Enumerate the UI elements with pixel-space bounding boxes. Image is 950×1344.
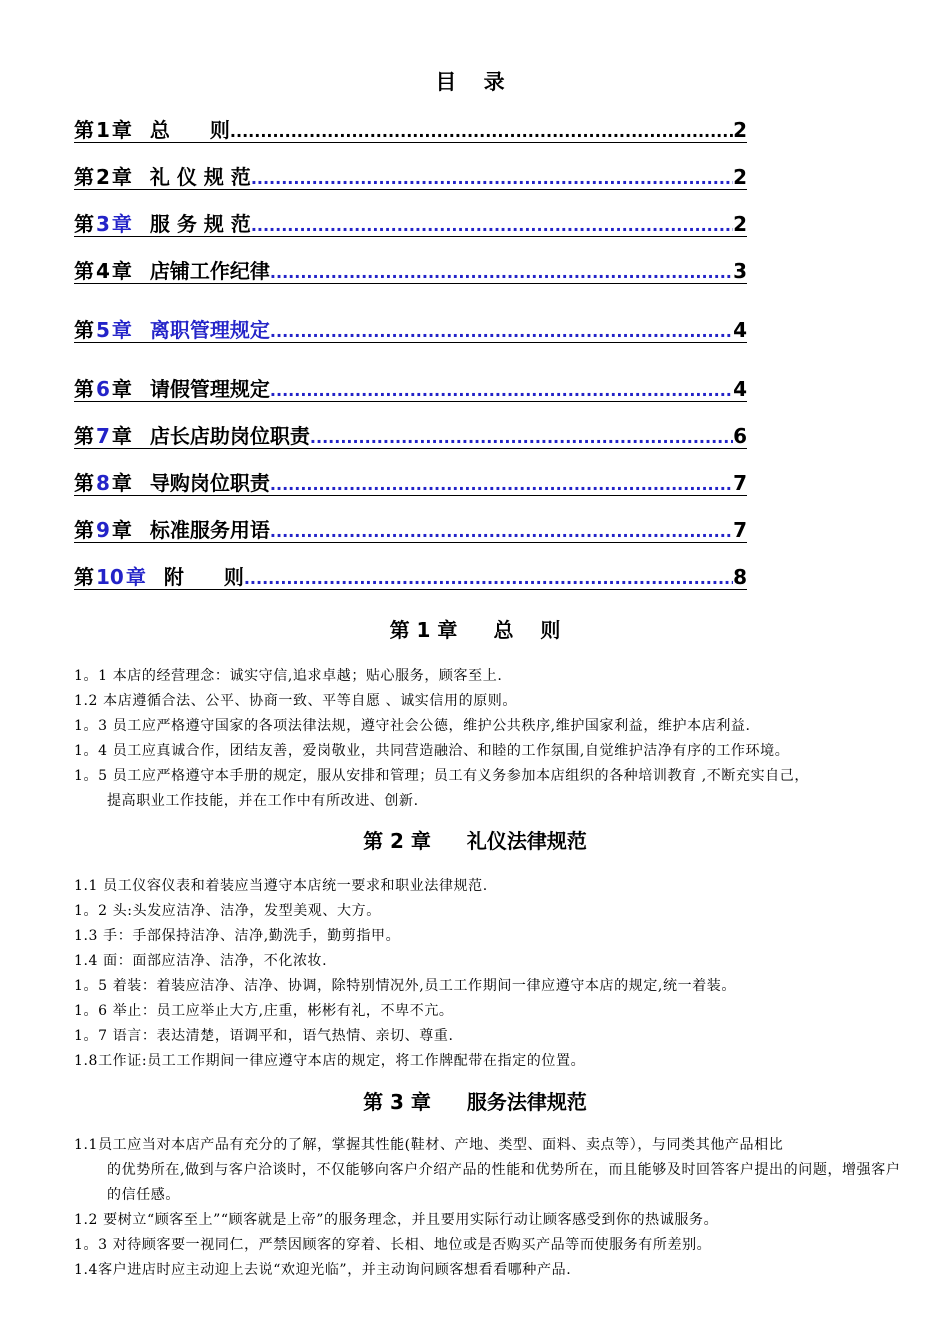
toc-entry-prefix: 第 [74,471,94,495]
chapter-title: 礼仪法律规范 [466,829,587,853]
item-number: 1。4 [74,743,108,759]
toc-entry-page: 2 [733,212,747,236]
item-number: 1。5 [74,768,108,784]
list-item [74,874,924,899]
list-item [74,1233,924,1258]
item-number: 1。3 [74,718,108,734]
item-number: 1。2 [74,903,108,919]
toc-entry-number: 8 [96,471,110,495]
item-text: 头:头发应洁净、洁净，发型美观、大方。 [112,903,381,919]
toc-entry-label: 礼 仪 规 范 [149,165,251,189]
toc-leader-dots [270,322,733,342]
item-text: 员工应严格遵守国家的各项法律法规，遵守社会公德，维护公共秩序,维护国家利益，维护本店利益. [112,718,751,734]
toc-entry-prefix: 第 [74,518,94,542]
list-item [74,899,924,924]
toc-entry-prefix: 第 [74,318,94,342]
toc-entry-label: 附 则 [163,565,244,589]
chapter-title: 服务法律规范 [466,1090,587,1114]
list-item [74,1258,924,1283]
toc-entry-page: 8 [733,565,747,589]
toc-entry[interactable] [74,424,747,449]
item-number: 1。5 [74,978,108,994]
toc-entry-page: 7 [733,518,747,542]
item-text: 员工应严格遵守本手册的规定，服从安排和管理；员工有义务参加本店组织的各种培训教育 ,不断充实自己， [112,768,809,784]
toc-entry[interactable] [74,318,747,343]
toc-entry-number: 1 [96,118,110,142]
toc-entry-number: 4 [96,259,110,283]
toc-entry-label: 导购岗位职责 [149,471,270,495]
chapter-title: 总 则 [493,618,561,642]
toc-entry-suffix: 章 [111,471,132,495]
chapter-number: 第 3 章 [363,1090,431,1114]
toc-entry[interactable] [74,471,747,496]
toc-entry-label: 服 务 规 范 [149,212,251,236]
toc-entry[interactable] [74,259,747,284]
toc-entry-page: 4 [733,318,747,342]
toc-entry-page: 6 [733,424,747,448]
item-text: 要树立“顾客至上”“顾客就是上帝”的服务理念，并且要用实际行动让顾客感受到你的热诚服务。 [103,1212,719,1228]
chapter-heading [0,614,950,643]
toc-entry[interactable] [74,118,747,143]
item-number: 1。7 [74,1028,108,1044]
toc-entry-page: 2 [733,118,747,142]
toc-entry-number: 10 [96,565,124,589]
list-item [74,999,924,1024]
toc-entry-number: 5 [96,318,110,342]
toc-entry-suffix: 章 [111,518,132,542]
toc-leader-dots [270,381,733,401]
chapter-heading [0,825,950,854]
list-item [74,739,924,764]
toc-entry-label: 总 则 [149,118,230,142]
list-item [74,949,924,974]
toc-entry-page: 3 [733,259,747,283]
list-item [74,714,924,739]
toc-leader-dots [251,216,733,236]
toc-entry[interactable] [74,212,747,237]
item-number: 1。1 [74,668,108,684]
toc-entry-number: 7 [96,424,110,448]
toc-entry-prefix: 第 [74,565,94,589]
toc-entry-number: 2 [96,165,110,189]
toc-entry-prefix: 第 [74,165,94,189]
toc-entry-prefix: 第 [74,118,94,142]
toc-leader-dots [244,569,733,589]
toc-leader-dots [270,522,733,542]
item-number: 1.2 [74,1212,99,1228]
item-text: 本店的经营理念：诚实守信,追求卓越；贴心服务，顾客至上. [112,668,503,684]
toc-entry-label: 标准服务用语 [149,518,270,542]
item-text: 员工应当对本店产品有充分的了解，掌握其性能(鞋材、产地、类型、面料、卖点等），与同类其他产品相比 [98,1137,784,1153]
toc-entry-suffix: 章 [111,318,132,342]
list-item [74,924,924,949]
toc-entry-suffix: 章 [125,565,146,589]
list-item [74,974,924,999]
toc-entry-label: 店铺工作纪律 [149,259,270,283]
item-number: 1.1 [74,878,99,894]
item-continuation: 提高职业工作技能，并在工作中有所改进、创新. [107,793,419,809]
toc-entry-suffix: 章 [111,424,132,448]
item-text: 员工应真诚合作，团结友善，爱岗敬业，共同营造融洽、和睦的工作氛围,自觉维护洁净有序的工作环境。 [112,743,790,759]
list-item [74,1208,924,1233]
item-text: 举止：员工应举止大方,庄重，彬彬有礼，不卑不亢。 [112,1003,454,1019]
toc-entry-label: 店长店助岗位职责 [149,424,310,448]
toc-entry-suffix: 章 [111,212,132,236]
toc-entry[interactable] [74,518,747,543]
toc-entry[interactable] [74,565,747,590]
list-item [74,664,924,689]
item-continuation: 的优势所在,做到与客户洽谈时，不仅能够向客户介绍产品的性能和优势所在，而且能够及时回答客户提出的问题，增强客户的信任感。 [107,1162,901,1203]
toc-leader-dots [251,169,733,189]
item-number: 1。3 [74,1237,108,1253]
item-text: 客户进店时应主动迎上去说“欢迎光临”，并主动询问顾客想看看哪种产品. [98,1262,572,1278]
item-number: 1.4 [74,1262,99,1278]
toc-entry-prefix: 第 [74,259,94,283]
item-text: 语言：表达清楚，语调平和，语气热情、亲切、尊重. [112,1028,454,1044]
toc-title: 目 录 [435,70,515,94]
list-item [74,689,924,714]
item-number: 1.8 [74,1053,99,1069]
toc-entry-number: 9 [96,518,110,542]
item-text: 着装：着装应洁净、洁净、协调，除特别情况外,员工工作期间一律应遵守本店的规定,统一着装。 [112,978,736,994]
item-text: 面：面部应洁净、洁净，不化浓妆. [103,953,328,969]
toc-entry-prefix: 第 [74,377,94,401]
toc-entry-suffix: 章 [111,165,132,189]
list-item [74,1024,924,1049]
list-item [74,1133,924,1208]
toc-leader-dots [230,122,733,142]
toc-entry-number: 3 [96,212,110,236]
item-number: 1。6 [74,1003,108,1019]
chapter-number: 第 1 章 [389,618,458,642]
item-number: 1.4 [74,953,99,969]
toc-leader-dots [270,263,733,283]
chapter-heading [0,1086,950,1115]
toc-entry-label: 请假管理规定 [149,377,270,401]
toc-entry-prefix: 第 [74,424,94,448]
item-text: 手：手部保持洁净、洁净,勤洗手，勤剪指甲。 [103,928,401,944]
toc-entry-suffix: 章 [111,259,132,283]
item-text: 工作证:员工工作期间一律应遵守本店的规定，将工作牌配带在指定的位置。 [98,1053,586,1069]
item-number: 1.2 [74,693,99,709]
item-text: 员工仪容仪表和着装应当遵守本店统一要求和职业法律规范. [103,878,488,894]
item-text: 本店遵循合法、公平、协商一致、平等自愿 、诚实信用的原则。 [103,693,517,709]
toc-entry-page: 7 [733,471,747,495]
toc-entry[interactable] [74,377,747,402]
toc-entry-page: 2 [733,165,747,189]
list-item [74,1049,924,1074]
list-item [74,764,924,814]
toc-entry-number: 6 [96,377,110,401]
item-number: 1.3 [74,928,99,944]
chapter-number: 第 2 章 [363,829,431,853]
item-text: 对待顾客要一视同仁，严禁因顾客的穿着、长相、地位或是否购买产品等而使服务有所差别。 [112,1237,712,1253]
toc-entry-page: 4 [733,377,747,401]
toc-entry-suffix: 章 [111,118,132,142]
item-number: 1.1 [74,1137,99,1153]
toc-entry-label: 离职管理规定 [149,318,270,342]
toc-entry-suffix: 章 [111,377,132,401]
toc-entry-prefix: 第 [74,212,94,236]
toc-leader-dots [270,475,733,495]
toc-leader-dots [310,428,733,448]
toc-entry[interactable] [74,165,747,190]
